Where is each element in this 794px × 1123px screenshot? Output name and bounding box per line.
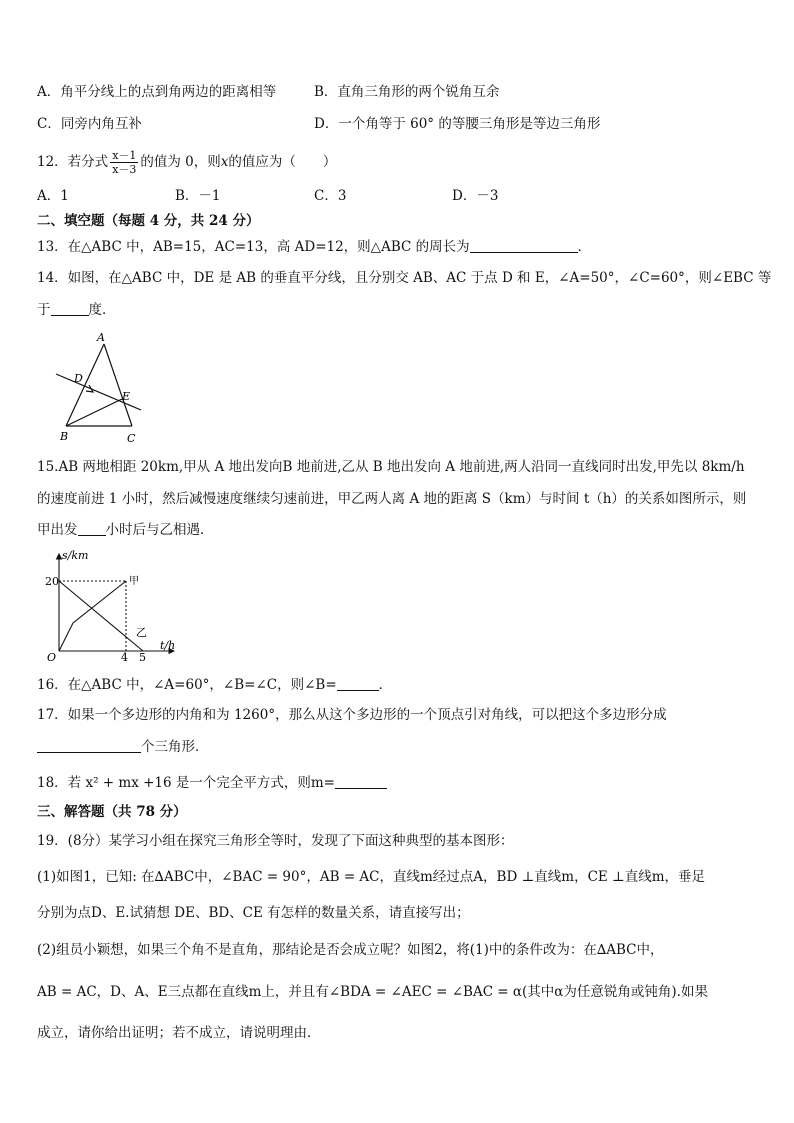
section-3-heading: 三、解答题（共 78 分） bbox=[37, 804, 187, 820]
q13-stem: 13．在△ABC 中，AB=15，AC=13，高 AD=12，则△ABC 的周长为 bbox=[37, 239, 470, 255]
label-c: C bbox=[127, 432, 136, 445]
q12-option-d: D．－3 bbox=[452, 188, 499, 204]
graph-jia-label: 甲 bbox=[129, 576, 139, 587]
q15-line-3-pre: 甲出发 bbox=[37, 522, 78, 538]
q15-answer-blank bbox=[78, 522, 106, 536]
q19-line-6: 成立，请你给出证明；若不成立，请说明理由． bbox=[37, 1025, 321, 1041]
q12-option-c: C．3 bbox=[314, 188, 347, 204]
q14-triangle-figure bbox=[48, 330, 148, 448]
q17-answer-blank bbox=[37, 739, 141, 753]
graph-y-tick-20: 20 bbox=[45, 575, 59, 588]
q15-line-3-end: 小时后与乙相遇． bbox=[105, 522, 214, 538]
q19-line-4: (2)组员小颖想，如果三个角不是直角，那结论是否会成立呢？如图2，将(1)中的条件改为：在∆ABC中， bbox=[37, 942, 664, 958]
q13-end: ． bbox=[577, 239, 592, 255]
graph-y-label: s/km bbox=[62, 549, 89, 562]
q19-line-1: 19．(8分）某学习小组在探究三角形全等时，发现了下面这种典型的基本图形： bbox=[37, 833, 514, 849]
q12-suffix: 的值应为（ ） bbox=[228, 154, 337, 170]
q12-option-a: A．1 bbox=[37, 188, 69, 204]
q11-option-c: C．同旁内角互补 bbox=[37, 116, 142, 132]
q14-line-2-end: 度． bbox=[88, 302, 116, 318]
q14-line-2-pre: 于 bbox=[37, 302, 51, 318]
q11-option-d: D．一个角等于 60° 的等腰三角形是等边三角形 bbox=[314, 116, 601, 132]
q12-stem bbox=[37, 145, 336, 179]
q18-stem: 18．若 x² + mx +16 是一个完全平方式，则m= bbox=[37, 775, 335, 791]
q12-fraction bbox=[110, 149, 138, 176]
q14-line-2 bbox=[37, 301, 116, 319]
q14-answer-blank bbox=[51, 302, 89, 316]
q17-line-2-end: 个三角形． bbox=[141, 739, 209, 755]
q19-line-3: 分别为点D、E.试猜想 DE、BD、CE 有怎样的数量关系，请直接写出； bbox=[37, 905, 470, 921]
q12-mid: 的值为 0，则 bbox=[140, 154, 221, 170]
segment-be bbox=[66, 399, 122, 426]
jia-line bbox=[59, 581, 126, 651]
q16-text bbox=[37, 676, 392, 694]
label-e: E bbox=[122, 390, 131, 403]
side-ab bbox=[66, 344, 104, 426]
label-b: B bbox=[60, 430, 69, 443]
q12-var: x bbox=[220, 154, 229, 170]
q15-line-1: 15.AB 两地相距 20km,甲从 A 地出发向B 地前进,乙从 B 地出发向 A 地前进,两人沿同一直线同时出发,甲先以 8km/h bbox=[37, 459, 745, 475]
q16-answer-blank bbox=[337, 677, 379, 691]
q11-option-a: A．角平分线上的点到角两边的距离相等 bbox=[37, 84, 277, 100]
label-a: A bbox=[97, 331, 105, 344]
q19-line-2: (1)如图1，已知: 在∆ABC中，∠BAC = 90°，AB = AC，直线m经过点A，BD ⊥直线m，CE ⊥直线m，垂足 bbox=[37, 869, 706, 885]
q15-distance-time-graph bbox=[40, 548, 180, 664]
graph-x-tick-5: 5 bbox=[139, 651, 146, 664]
q14-line-1: 14．如图，在△ABC 中，DE 是 AB 的垂直平分线，且分别交 AB、AC 于点 D 和 E，∠A=50°，∠C=60°，则∠EBC 等 bbox=[37, 270, 772, 286]
section-2-heading: 二、填空题（每题 4 分，共 24 分） bbox=[37, 213, 260, 229]
graph-origin: O bbox=[47, 651, 57, 664]
q16-stem: 16．在△ABC 中，∠A=60°，∠B=∠C，则∠B= bbox=[37, 677, 337, 693]
yi-line bbox=[59, 581, 143, 651]
graph-yi-label: 乙 bbox=[136, 626, 147, 639]
q18-answer-blank bbox=[335, 775, 387, 789]
q17-line-1: 17．如果一个多边形的内角和为 1260°，那么从这个多边形的一个顶点引对角线，可以把这个多边形分成 bbox=[37, 707, 667, 723]
q12-option-b: B．－1 bbox=[175, 188, 221, 204]
graph-x-label: t/h bbox=[160, 639, 176, 652]
q13-text bbox=[37, 238, 591, 256]
q12-prefix: 12．若分式 bbox=[37, 154, 109, 170]
q17-line-2 bbox=[37, 738, 209, 756]
q15-line-3 bbox=[37, 521, 214, 539]
q19-line-5: AB = AC，D、A、E三点都在直线m上，并且有∠BDA = ∠AEC = ∠BAC = α(其中α为任意锐角或钝角).如果 bbox=[37, 984, 708, 1000]
label-d: D bbox=[74, 372, 83, 385]
q12-denominator: x－3 bbox=[112, 163, 137, 176]
q18-text bbox=[37, 774, 387, 792]
graph-x-tick-4: 4 bbox=[121, 651, 128, 664]
q12-numerator: x－1 bbox=[112, 149, 137, 162]
side-ac bbox=[104, 344, 132, 426]
q16-end: ． bbox=[378, 677, 393, 693]
q15-line-2: 的速度前进 1 小时，然后减慢速度继续匀速前进，甲乙两人离 A 地的距离 S（km）与时间 t（h）的关系如图所示，则 bbox=[37, 491, 747, 507]
q11-option-b: B．直角三角形的两个锐角互余 bbox=[314, 84, 500, 100]
q13-answer-blank bbox=[470, 239, 578, 253]
